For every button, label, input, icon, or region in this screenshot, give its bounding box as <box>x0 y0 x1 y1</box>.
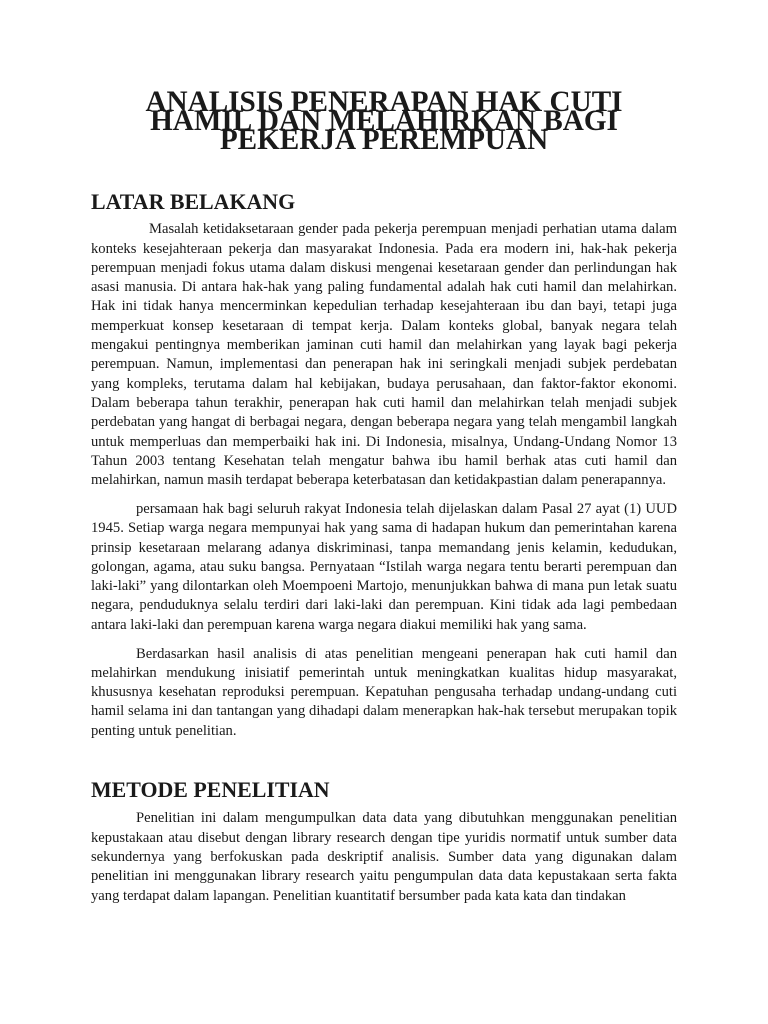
paragraph-latar-belakang-2: persamaan hak bagi seluruh rakyat Indonesia telah dijelaskan dalam Pasal 27 ayat (1) UUD 1945. Setiap warga negara mempunyai hak yang sama di hadapan hukum dan pemerintahan karena prinsip kesetaraan melarang adanya diskriminasi, tanpa memandang jenis kelamin, kedudukan, golongan, agama, atau suku bangsa. Pernyataan “Istilah warga negara tentu berarti perempuan dan laki-laki” yang dilontarkan oleh Moempoeni Martojo, menunjukkan bahwa di mana pun letak suatu negara, penduduknya selalu terdiri dari laki-laki dan perempuan. Kini tidak ada lagi pembedaan antara laki-laki dan perempuan karena warga negara diakui memiliki hak yang sama. <box>91 500 677 633</box>
section-heading-latar-belakang: LATAR BELAKANG <box>91 189 296 214</box>
paragraph-latar-belakang-3: Berdasarkan hasil analisis di atas penelitian mengeani penerapan hak cuti hamil dan melahirkan mendukung inisiatif pemerintah untuk meningkatkan kualitas hidup masyarakat, khususnya kesehatan reproduksi perempuan. Kepatuhan pengusaha terhadap undang-undang cuti hamil selama ini dan tantangan yang dihadapi dalam menerapkan hak-hak tersebut merupakan topik penting untuk penelitian. <box>91 645 677 739</box>
document-title: ANALISIS PENERAPAN HAK CUTI HAMIL DAN MELAHIRKAN BAGI PEKERJA PEREMPUAN <box>145 86 623 156</box>
paragraph-latar-belakang-1: Masalah ketidaksetaraan gender pada pekerja perempuan menjadi perhatian utama dalam konteks kesejahteraan pekerja dan masyarakat Indonesia. Pada era modern ini, hak-hak pekerja perempuan menjadi fokus utama dalam diskusi mengenai kesetaraan gender dan perlindungan hak asasi manusia. Di antara hak-hak yang paling fundamental adalah hak cuti hamil dan melahirkan. Hak ini tidak hanya mencerminkan kepedulian terhadap kesejahteraan ibu dan bayi, tetapi juga memperkuat konsep kesetaraan di tempat kerja. Dalam konteks global, banyak negara telah mengakui pentingnya memberikan jaminan cuti hamil dan melahirkan yang layak bagi pekerja perempuan. Namun, implementasi dan penerapan hak ini seringkali menjadi subjek perdebatan yang kompleks, terutama dalam hal kebijakan, budaya perusahaan, dan faktor-faktor ekonomi. Dalam beberapa tahun terakhir, penerapan hak cuti hamil dan melahirkan telah menjadi subjek perdebatan yang hangat di berbagai negara, dengan beberapa negara yang telah mengambil langkah untuk memperluas dan memperbaiki hak ini. Di Indonesia, misalnya, Undang-Undang Nomor 13 Tahun 2003 tentang Kesehatan telah mengatur bahwa ibu hamil berhak atas cuti hamil dan melahirkan, namun masih terdapat beberapa keterbatasan dan ketidakpastian dalam penerapannya. <box>91 221 677 489</box>
paragraph-metode-penelitian-1: Penelitian ini dalam mengumpulkan data data yang dibutuhkan menggunakan penelitian kepustakaan atau disebut dengan library research dengan tipe yuridis normatif untuk sumber data sekundernya yang berfokuskan pada deskriptif analisis. Sumber data yang digunakan dalam penelitian ini menggunakan library research yaitu pengumpulan data data kepustakaan serta fakta yang terdapat dalam lapangan. Penelitian kuantitatif bersumber pada kata kata dan tindakan <box>91 810 677 904</box>
section-heading-metode-penelitian: METODE PENELITIAN <box>91 777 330 803</box>
document-content <box>91 86 677 915</box>
